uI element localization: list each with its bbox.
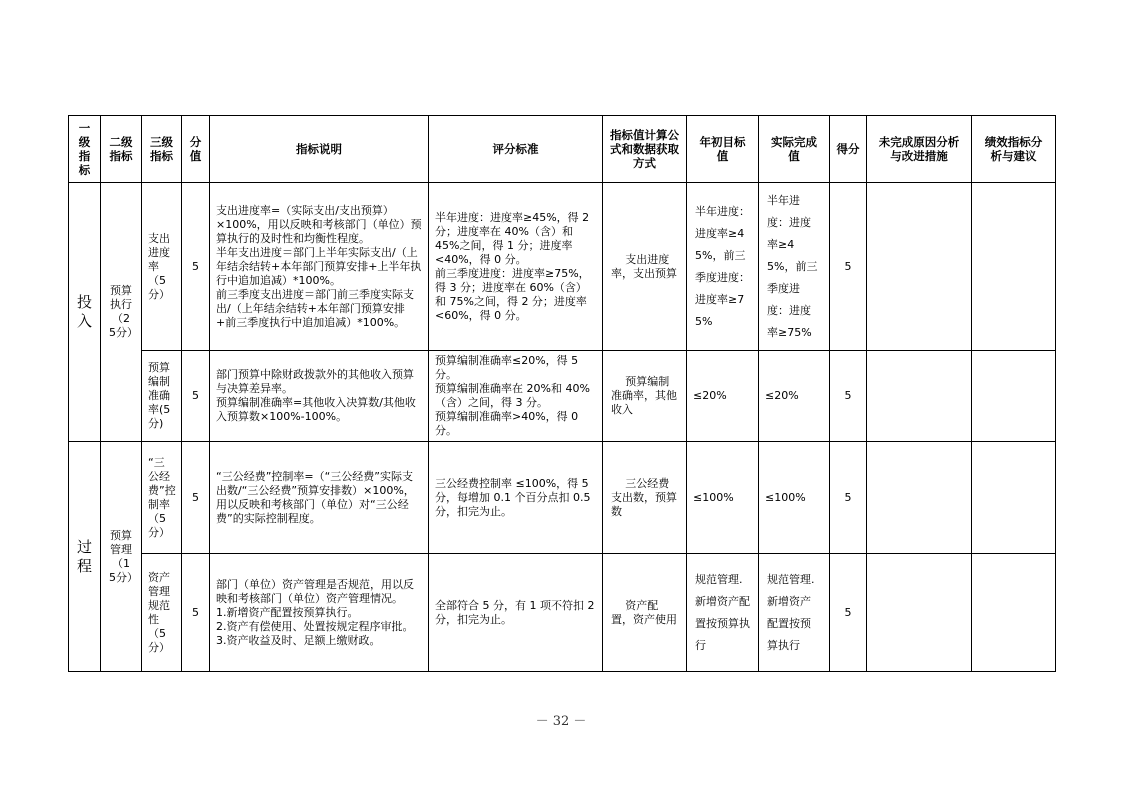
calc-cell bbox=[603, 442, 687, 554]
suggestions-cell bbox=[972, 183, 1056, 351]
actual-cell: 规范管理.新增资产配置按预算执行 bbox=[759, 554, 830, 672]
actual-cell: 半年进度：进度率≥45%，前三季度进度：进度率≥75% bbox=[759, 183, 830, 351]
description-cell: 部门预算中除财政拨款外的其他收入预算与决算差异率。 预算编制准确率=其他收入决算数/其他收入预算数×100%-100%。 bbox=[210, 351, 429, 442]
actual-cell: ≤100% bbox=[759, 442, 830, 554]
value-cell: 5 bbox=[182, 183, 210, 351]
header-description: 指标说明 bbox=[210, 116, 429, 183]
criteria-cell: 三公经费控制率 ≤100%，得 5 分，每增加 0.1 个百分点扣 0.5 分，扣完为止。 bbox=[429, 442, 603, 554]
header-actual-value: 实际完成值 bbox=[759, 116, 830, 183]
lvl2-cell: 预算执行（25分） bbox=[101, 183, 142, 442]
calc-cell bbox=[603, 183, 687, 351]
suggestions-cell bbox=[972, 442, 1056, 554]
calc-cell bbox=[603, 351, 687, 442]
reasons-cell bbox=[867, 351, 972, 442]
calc-text: 三公经费支出数，预算数 bbox=[611, 476, 677, 518]
target-cell: ≤20% bbox=[687, 351, 759, 442]
calc-text: 支出进度率，支出预算 bbox=[611, 252, 677, 280]
suggestions-cell bbox=[972, 351, 1056, 442]
table-row bbox=[69, 183, 1056, 351]
score-cell: 5 bbox=[830, 442, 867, 554]
lvl3-cell: 预算编制准确率(5分) bbox=[142, 351, 182, 442]
value-cell: 5 bbox=[182, 442, 210, 554]
page-number: － 32 － bbox=[535, 714, 587, 729]
value-cell: 5 bbox=[182, 554, 210, 672]
table-row bbox=[69, 554, 1056, 672]
score-cell: 5 bbox=[830, 554, 867, 672]
reasons-cell bbox=[867, 554, 972, 672]
header-lvl3: 三级指标 bbox=[142, 116, 182, 183]
suggestions-cell bbox=[972, 554, 1056, 672]
lvl1-cell: 过程 bbox=[69, 442, 101, 672]
value-cell: 5 bbox=[182, 351, 210, 442]
header-lvl2: 二级指标 bbox=[101, 116, 142, 183]
lvl2-cell: 预算管理（15分） bbox=[101, 442, 142, 672]
header-suggestions: 绩效指标分析与建议 bbox=[972, 116, 1056, 183]
lvl3-cell: 支出进度率（5分） bbox=[142, 183, 182, 351]
calc-text: 预算编制准确率，其他收入 bbox=[611, 375, 677, 416]
header-criteria: 评分标准 bbox=[429, 116, 603, 183]
description-cell: 部门（单位）资产管理是否规范，用以反映和考核部门（单位）资产管理情况。 1.新增资产配置按预算执行。 2.资产有偿使用、处置按规定程序审批。 3.资产收益及时、足额上缴财政。 bbox=[210, 554, 429, 672]
description-cell: “三公经费”控制率=（“三公经费”实际支出数/“三公经费”预算安排数）×100%，用以反映和考核部门（单位）对“三公经费”的实际控制程度。 bbox=[210, 442, 429, 554]
header-calc-method: 指标值计算公式和数据获取方式 bbox=[603, 116, 687, 183]
header-reasons: 未完成原因分析与改进措施 bbox=[867, 116, 972, 183]
criteria-cell: 全部符合 5 分，有 1 项不符扣 2 分，扣完为止。 bbox=[429, 554, 603, 672]
target-cell: 规范管理.新增资产配置按预算执行 bbox=[687, 554, 759, 672]
reasons-cell bbox=[867, 442, 972, 554]
table-row bbox=[69, 351, 1056, 442]
actual-cell: ≤20% bbox=[759, 351, 830, 442]
header-lvl1: 一级指标 bbox=[69, 116, 101, 183]
header-annual-target: 年初目标值 bbox=[687, 116, 759, 183]
target-cell: 半年进度：进度率≥45%，前三季度进度：进度率≥75% bbox=[687, 183, 759, 351]
performance-indicator-table bbox=[68, 115, 1056, 672]
lvl1-cell: 投入 bbox=[69, 183, 101, 442]
header-row bbox=[69, 116, 1056, 183]
table-row bbox=[69, 442, 1056, 554]
calc-cell bbox=[603, 554, 687, 672]
reasons-cell bbox=[867, 183, 972, 351]
target-cell: ≤100% bbox=[687, 442, 759, 554]
calc-text: 资产配置，资产使用 bbox=[611, 598, 677, 626]
lvl3-cell: “三公经费”控制率（5分） bbox=[142, 442, 182, 554]
description-cell: 支出进度率=（实际支出/支出预算）×100%，用以反映和考核部门（单位）预算执行的及时性和均衡性程度。 半年支出进度＝部门上半年实际支出/（上年结余结转+本年部门预算安排+上半年执行中追加追减）*100%。 前三季度支出进度＝部门前三季度实际支出/（上年结余结转+本年部门预算安排+前三季度执行中追加追减）*100%。 bbox=[210, 183, 429, 351]
lvl3-cell: 资产管理规范性（5分） bbox=[142, 554, 182, 672]
criteria-cell: 半年进度：进度率≥45%，得 2 分；进度率在 40%（含）和 45%之间，得 1 分；进度率<40%，得 0 分。 前三季度进度：进度率≥75%，得 3 分；进度率在 60%（含）和 75%之间，得 2 分；进度率<60%，得 0 分。 bbox=[429, 183, 603, 351]
criteria-cell: 预算编制准确率≤20%，得 5 分。 预算编制准确率在 20%和 40%（含）之间，得 3 分。 预算编制准确率>40%，得 0 分。 bbox=[429, 351, 603, 442]
header-score: 得分 bbox=[830, 116, 867, 183]
score-cell: 5 bbox=[830, 351, 867, 442]
header-score-value: 分值 bbox=[182, 116, 210, 183]
score-cell: 5 bbox=[830, 183, 867, 351]
